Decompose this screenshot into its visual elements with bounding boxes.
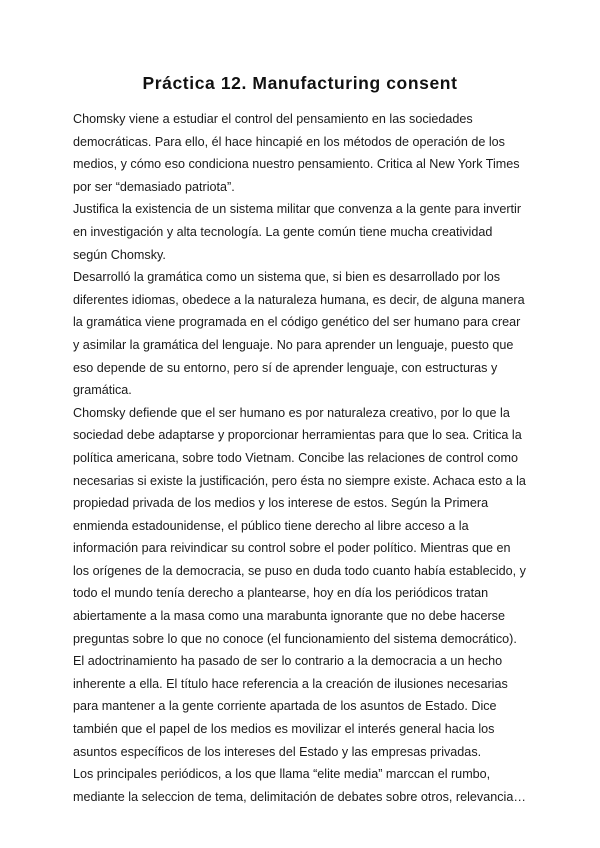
paragraph-elite-media: Los principales periódicos, a los que llama “elite media” marccan el rumbo, mediante la seleccion de tema, delimitación de debates sobre otros, relevancia… bbox=[73, 767, 526, 804]
paragraph-military-system: Justifica la existencia de un sistema militar que convenza a la gente para invertir en investigación y alta tecnología. La gente común tiene mucha creatividad según Chomsky. bbox=[73, 202, 522, 262]
paragraph-grammar: Desarrolló la gramática como un sistema que, si bien es desarrollado por los diferentes idiomas, obedece a la naturaleza humana, es decir, de alguna manera la gramática viene programada en el código genético del ser humano para crear y asimilar la gramática del lenguaje. No para aprender un lenguaje, puesto que eso depende de su entorno, pero sí de aprender lenguaje, con estructuras y gramática. bbox=[73, 270, 525, 398]
paragraph-creativity-media: Chomsky defiende que el ser humano es por naturaleza creativo, por lo que la sociedad debe adaptarse y proporcionar herramientas para que lo sea. Critica la política americana, sobre todo Vietnam. Concibe las relaciones de control como necesarias si existe la justificación, pero ésta no siempre existe. Achaca esto a la propiedad privada de los medios y los interese de estos. Según la Primera enmienda estadounidense, el público tiene derecho al libre acceso a la información para reivindicar su control sobre el poder político. Mientras que en los orígenes de la democracia, se puso en duda todo cuanto había establecido, y todo el mundo tenía derecho a plantearse, hoy en día los periódicos tratan abiertamente a la masa como una marabunta ignorante que no debe hacerse preguntas sobre lo que no conoce (el funcionamiento del sistema democrático). El adoctrinamiento ha pasado de ser lo contrario a la democracia a un hecho inherente a ella. El título hace referencia a la creación de ilusiones necesarias para mantener a la gente corriente apartada de los asuntos de Estado. Dice también que el papel de los medios es movilizar el interés general hacia los asuntos específicos de los intereses del Estado y las empresas privadas. bbox=[73, 405, 526, 759]
paragraph-chomsky-intro: Chomsky viene a estudiar el control del pensamiento en las sociedades democráticas. Para ello, él hace hincapié en los métodos de operación de los medios, y cómo eso condiciona nuestro pensamiento. Critica al New York Times por ser “demasiado patriota”. bbox=[73, 112, 520, 194]
document-title: Práctica 12. Manufacturing consent bbox=[142, 73, 458, 93]
